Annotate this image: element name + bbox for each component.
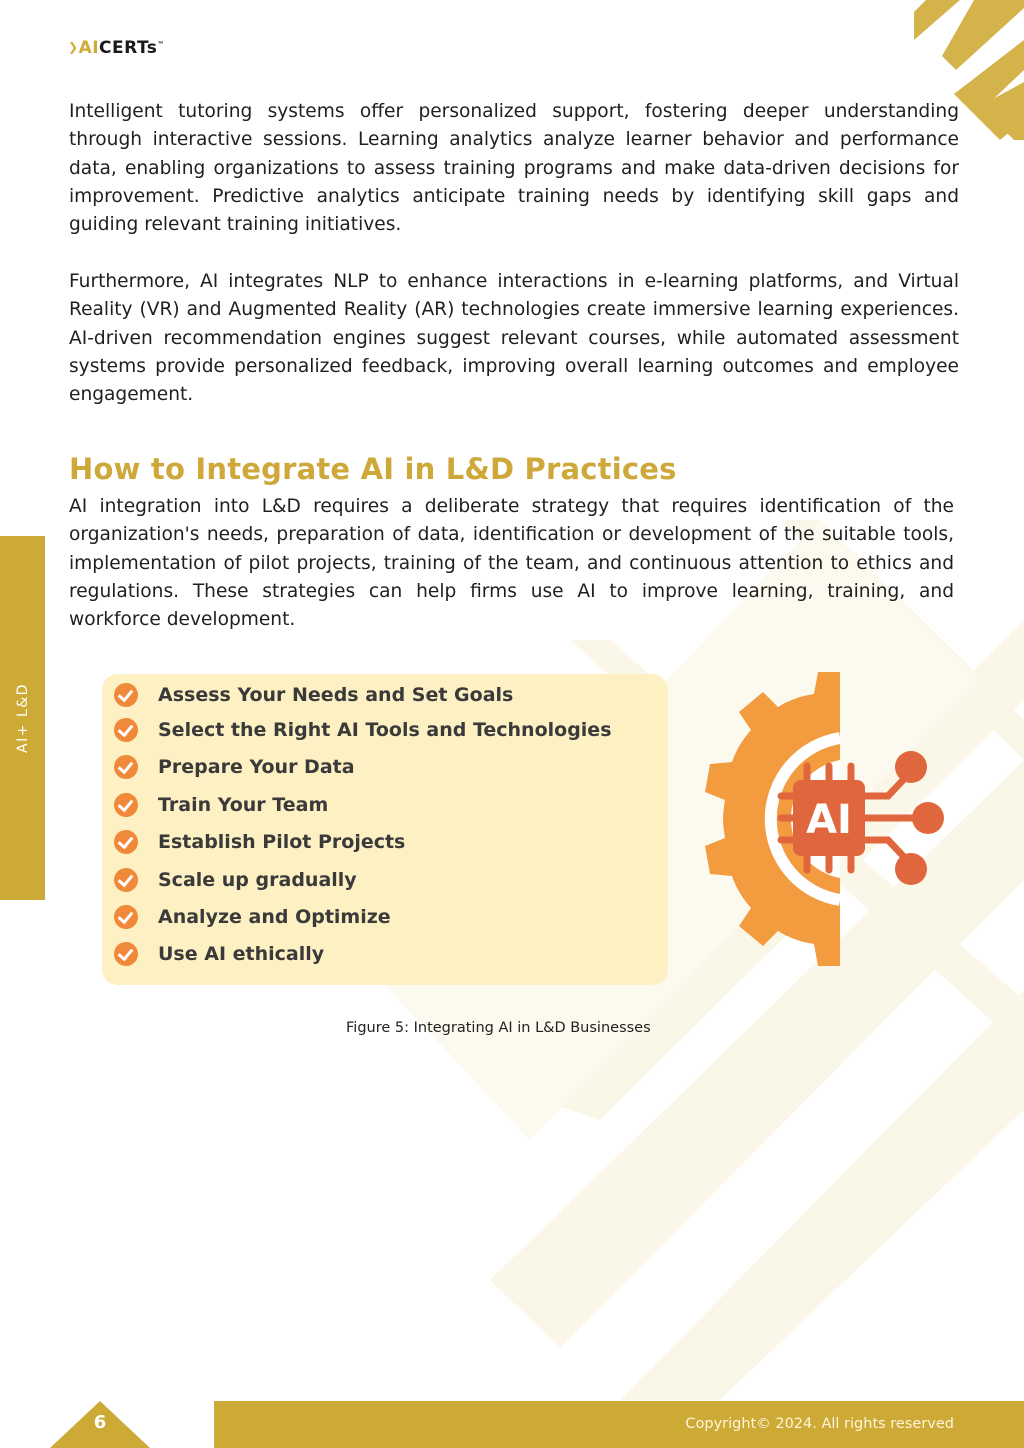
logo-ai-text: AI xyxy=(78,38,100,58)
logo-certs-text: CERTs xyxy=(99,38,158,58)
copyright-text: Copyright© 2024. All rights reserved xyxy=(685,1416,954,1432)
gear-ai-text: AI xyxy=(806,797,852,843)
side-tab-label: AI+ L&D xyxy=(14,683,31,753)
logo-mark-icon: ❯ xyxy=(68,40,79,54)
step-label: Establish Pilot Projects xyxy=(158,831,406,853)
footer-bar xyxy=(214,1401,1024,1448)
paragraph-tutoring-systems: Intelligent tutoring systems offer personalized support, fostering deeper understanding through interactive sessions. Learning analytics analyze learner behavior and performance data, enabling organizations to assess training programs and make data-driven decisions for improvement. Predictive analytics anticipate training needs by identifying skill gaps and guiding relevant training initiatives. xyxy=(69,101,959,236)
check-circle-icon xyxy=(114,683,138,707)
logo-trademark: ™ xyxy=(157,40,165,49)
step-label: Analyze and Optimize xyxy=(158,906,391,928)
section-heading: How to Integrate AI in L&D Practices xyxy=(69,452,677,486)
paragraph-integration-strategy: AI integration into L&D requires a deliberate strategy that requires identification of the organization's needs, preparation of data, identification or development of the suitable tools, implementation of pilot projects, training of the team, and continuous attention to ethics and regulations. These strategies can help firms use AI to improve learning, training, and workforce development. xyxy=(69,496,954,631)
step-label: Scale up gradually xyxy=(158,869,357,891)
step-label: Assess Your Needs and Set Goals xyxy=(158,684,514,706)
steps-list-box xyxy=(102,674,668,985)
figure-caption: Figure 5: Integrating AI in L&D Businesses xyxy=(346,1020,651,1036)
check-circle-icon xyxy=(114,905,138,929)
check-circle-icon xyxy=(114,718,138,742)
step-label: Use AI ethically xyxy=(158,943,325,965)
check-circle-icon xyxy=(114,755,138,779)
brand-logo xyxy=(68,38,165,58)
step-label: Select the Right AI Tools and Technologies xyxy=(158,719,612,741)
ai-gear-illustration xyxy=(683,668,948,973)
page-number: 6 xyxy=(93,1412,107,1433)
check-circle-icon xyxy=(114,793,138,817)
check-circle-icon xyxy=(114,942,138,966)
side-tab xyxy=(0,536,45,900)
paragraph-nlp-vr-ar: Furthermore, AI integrates NLP to enhance interactions in e-learning platforms, and Virtual Reality (VR) and Augmented Reality (AR) technologies create immersive learning experiences. AI-driven recommendation engines suggest relevant courses, while automated assessment systems provide personalized feedback, improving overall learning outcomes and employee engagement. xyxy=(69,271,959,406)
step-label: Prepare Your Data xyxy=(158,756,355,778)
step-label: Train Your Team xyxy=(158,794,329,816)
check-circle-icon xyxy=(114,830,138,854)
check-circle-icon xyxy=(114,868,138,892)
